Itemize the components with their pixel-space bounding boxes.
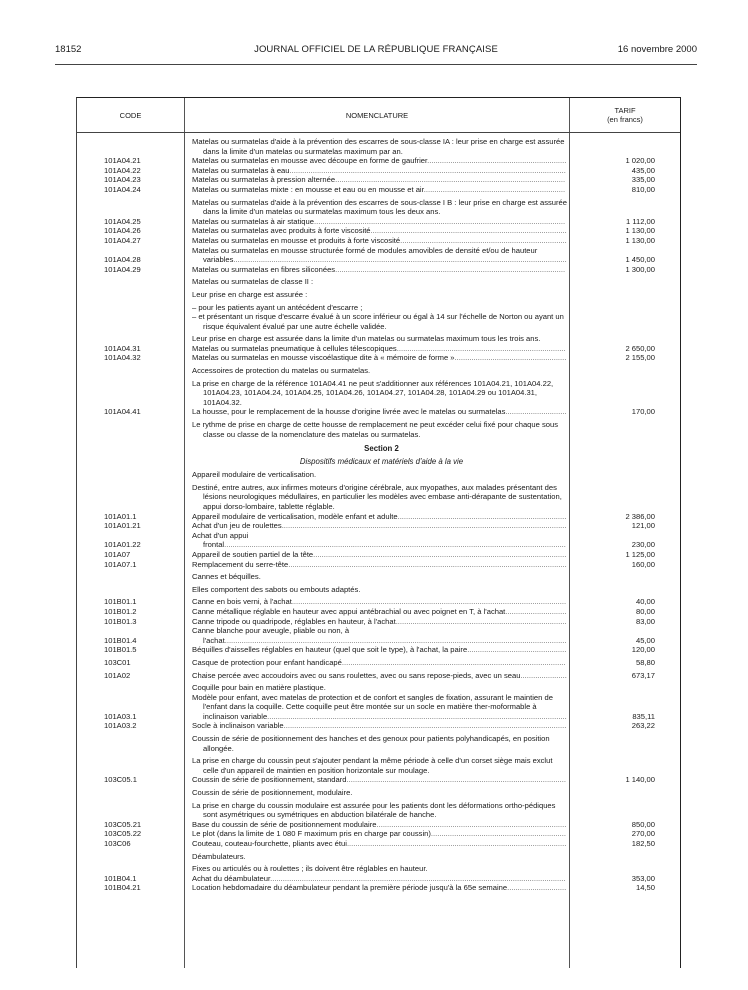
- nomenclature-text: Matelas ou surmatelas d'aide à la prévention des escarres de sous-classe I B : leur prise en charge est assurée dans la limite d'un matelas ou surmatelas maximum tous les deux ans.: [192, 197, 568, 217]
- leader-dots: ...............................................................................: [400, 235, 567, 245]
- price-cell: 80,00: [635, 606, 655, 616]
- code-cell: 101A04.27: [104, 235, 141, 245]
- nomenclature-text: Matelas ou surmatelas d'aide à la prévention des escarres de sous-classe IA : leur prise en charge est assurée dans la limite d'un matelas ou surmatelas maximum par an.: [192, 137, 565, 156]
- table-row: [77, 883, 680, 893]
- nomenclature-cell: [192, 420, 569, 439]
- table-row: [77, 175, 680, 185]
- section-title: Section 2: [364, 444, 399, 454]
- price-cell: 2 155,00: [625, 353, 655, 363]
- leader-dots: ..............................................................................................................................................................: [233, 255, 567, 265]
- note-row: [77, 756, 680, 775]
- nomenclature-text: – et présentant un risque d'escarre évalué à un score inférieur ou égal à 14 sur l'échelle de Norton ou ayant un risque équivalent évalué par une autre échelle validée.: [192, 312, 564, 331]
- note-row: [77, 734, 680, 753]
- nomenclature-text: Remplacement du serre-tête: [192, 559, 289, 569]
- nomenclature-cell: [192, 883, 569, 893]
- leader-dots: ............................................................................................................................................: [270, 873, 566, 883]
- table-row: [77, 512, 680, 522]
- nomenclature-text: Matelas ou surmatelas en fibres siliconées: [192, 264, 336, 274]
- table-row: [77, 185, 680, 195]
- note-row: [77, 483, 680, 512]
- nomenclature-text: Modèle pour enfant, avec matelas de protection et de confort et sangles de fixation, assurant le maintien de l'enfant dans la coquille. Cette coquille peut être montée sur un socle en matière ther-moformable à inclinaison variable: [192, 692, 553, 721]
- nomenclature-cell: [192, 366, 569, 376]
- note-row: [77, 683, 680, 693]
- leader-dots: ..........................................................................................: [376, 819, 567, 829]
- code-cell: 101A01.1: [104, 511, 137, 521]
- table-row: [77, 839, 680, 849]
- nomenclature-cell: [192, 344, 569, 354]
- table-row: [77, 617, 680, 627]
- nomenclature-text: Appareil de soutien partiel de la tête: [192, 549, 314, 559]
- nomenclature-cell: [192, 217, 569, 227]
- table-row: [77, 226, 680, 236]
- price-cell: 835,11: [632, 711, 655, 721]
- nomenclature-cell: [192, 226, 569, 236]
- leader-dots: ..................................................................................................................................................................: [224, 540, 566, 550]
- price-cell: 182,50: [631, 839, 655, 848]
- table-row: [77, 156, 680, 166]
- nomenclature-text: Leur prise en charge est assurée :: [192, 289, 308, 299]
- code-cell: 101A03.2: [104, 721, 137, 731]
- price-cell: 1 130,00: [625, 226, 655, 236]
- nomenclature-cell: [192, 185, 569, 195]
- nomenclature-text: Casque de protection pour enfant handicapé: [192, 657, 342, 667]
- nomenclature-text: Matelas ou surmatelas de classe II :: [192, 277, 314, 287]
- nomenclature-cell: [192, 693, 569, 722]
- nomenclature-text: Achat d'un jeu de roulettes: [192, 521, 282, 531]
- nomenclature-cell: [192, 683, 569, 693]
- nomenclature-text: Matelas ou surmatelas à air statique: [192, 216, 314, 226]
- table-row: [77, 344, 680, 354]
- code-cell: 101B01.2: [104, 606, 137, 616]
- nomenclature-cell: [192, 521, 569, 531]
- table-row: [77, 217, 680, 227]
- column-header-nomenclature: NOMENCLATURE: [345, 110, 409, 120]
- leader-dots: ..................................................................................................................................................................: [224, 635, 567, 645]
- code-cell: 103C01: [104, 657, 131, 667]
- code-cell: 101B01.5: [104, 645, 137, 655]
- price-cell: 270,00: [631, 829, 655, 839]
- nomenclature-cell: [192, 645, 569, 655]
- column-header-tarif: [570, 98, 680, 132]
- table-row: [77, 645, 680, 655]
- tarif-label: TARIF: [614, 106, 636, 115]
- nomenclature-text: Matelas ou surmatelas pneumatique à cellules télescopiques: [192, 343, 397, 353]
- code-cell: 101A02: [104, 670, 131, 680]
- column-header-code: CODE: [119, 110, 142, 120]
- note-row: [77, 864, 680, 874]
- code-cell: 101A07: [104, 549, 131, 559]
- price-cell: 2 650,00: [625, 343, 655, 353]
- nomenclature-cell: [192, 626, 569, 645]
- leader-dots: ....................................................................................................................................: [288, 559, 567, 569]
- leader-dots: .............................................................................................................: [335, 175, 566, 185]
- leader-dots: ..............................................................................................................................................: [267, 711, 567, 721]
- nomenclature-text: Coussin de série de positionnement, modulaire.: [192, 788, 353, 798]
- leader-dots: ........................................................................................................................: [313, 549, 567, 559]
- price-cell: 1 130,00: [625, 235, 655, 245]
- table-row: [77, 166, 680, 176]
- code-cell: 101A04.23: [104, 175, 141, 185]
- tariff-table: [76, 97, 681, 968]
- leader-dots: ........................................................................................................: [346, 775, 566, 785]
- nomenclature-cell: [192, 658, 569, 668]
- note-row: [77, 312, 680, 331]
- note-row: [77, 290, 680, 300]
- nomenclature-cell: [192, 246, 569, 265]
- nomenclature-text: Location hebdomadaire du déambulateur pendant la première période jusqu'à la 65e semaine: [192, 883, 508, 893]
- nomenclature-text: Coquille pour bain en matière plastique.: [192, 683, 326, 693]
- leader-dots: ................................................................................: [397, 511, 567, 521]
- nomenclature-text: Matelas ou surmatelas en mousse viscoélastique dite à « mémoire de forme »: [192, 353, 455, 363]
- nomenclature-cell: [192, 756, 569, 775]
- nomenclature-text: Accessoires de protection du matelas ou surmatelas.: [192, 366, 371, 376]
- nomenclature-cell: [192, 801, 569, 820]
- nomenclature-cell: [192, 303, 569, 313]
- nomenclature-text: Cannes et béquilles.: [192, 572, 261, 582]
- nomenclature-cell: [192, 531, 569, 550]
- leader-dots: ..................................................................................................................................: [291, 597, 567, 607]
- leader-dots: .......................................................................................................................: [313, 216, 566, 226]
- nomenclature-cell: [192, 265, 569, 275]
- nomenclature-text: Matelas ou surmatelas en mousse avec découpe en forme de gaufrier: [192, 156, 428, 166]
- code-cell: 101A01.22: [104, 540, 141, 550]
- nomenclature-cell: [192, 874, 569, 884]
- nomenclature-text: Matelas ou surmatelas à pression alternée: [192, 175, 336, 185]
- table-row: [77, 626, 680, 645]
- nomenclature-cell: [192, 671, 569, 681]
- code-cell: 101A04.28: [104, 255, 141, 265]
- leader-dots: ............................: [507, 883, 567, 893]
- leader-dots: ......................................................................................................................................: [283, 721, 567, 731]
- table-row: [77, 560, 680, 570]
- code-cell: 103C06: [104, 839, 131, 848]
- nomenclature-cell: [192, 277, 569, 287]
- nomenclature-text: Coussin de série de positionnement des hanches et des genoux pour patients polyhandicapés, en position allongée.: [192, 734, 550, 753]
- leader-dots: .............................: [505, 407, 567, 417]
- table-row: [77, 829, 680, 839]
- table-header: [77, 98, 680, 133]
- nomenclature-text: Béquilles d'aisselles réglables en hauteur (quel que soit le type), à l'achat, la paire: [192, 645, 468, 655]
- nomenclature-text: La prise en charge du coussin modulaire est assurée pour les patients dont les déformations ortho-pédiques sont asymétriques ou symétriques en abduction bilatérale de hanche.: [192, 800, 556, 820]
- table-row: [77, 671, 680, 681]
- code-cell: 101A04.25: [104, 216, 141, 226]
- nomenclature-text: – pour les patients ayant un antécédent d'escarre ;: [192, 302, 363, 312]
- nomenclature-cell: [192, 290, 569, 300]
- nomenclature-cell: [192, 236, 569, 246]
- table-row: [77, 597, 680, 607]
- leader-dots: ..................................................................: [427, 156, 567, 166]
- leader-dots: ..........................................................................................................: [341, 657, 566, 667]
- nomenclature-cell: [192, 137, 569, 156]
- price-cell: 850,00: [631, 819, 655, 829]
- nomenclature-text: Matelas ou surmatelas en mousse et produits à forte viscosité: [192, 235, 401, 245]
- code-cell: 101A04.29: [104, 264, 141, 274]
- nomenclature-text: Base du coussin de série de positionnement modulaire: [192, 819, 377, 829]
- leader-dots: .....................................................: [454, 353, 567, 363]
- code-cell: 101A04.24: [104, 184, 141, 194]
- nomenclature-cell: [192, 550, 569, 560]
- code-cell: 101A04.21: [104, 156, 141, 166]
- leader-dots: ...................................................................................................................................: [289, 165, 566, 175]
- price-cell: 83,00: [635, 616, 655, 626]
- leader-dots: ........................................................................................................: [346, 839, 567, 848]
- price-cell: 263,22: [631, 721, 655, 731]
- price-cell: 1 020,00: [625, 156, 655, 166]
- note-row: [77, 137, 680, 156]
- note-row: [77, 585, 680, 595]
- table-body: [77, 134, 680, 968]
- note-row: [77, 788, 680, 798]
- nomenclature-cell: [192, 166, 569, 176]
- nomenclature-text: Matelas ou surmatelas avec produits à forte viscosité: [192, 226, 371, 236]
- table-row: [77, 721, 680, 731]
- note-row: [77, 852, 680, 862]
- price-cell: 335,00: [631, 175, 655, 185]
- nomenclature-cell: [192, 734, 569, 753]
- leader-dots: ................................................................: [430, 829, 566, 839]
- nomenclature-text: Déambulateurs.: [192, 851, 246, 861]
- price-cell: 1 450,00: [625, 255, 655, 265]
- nomenclature-text: La prise en charge de la référence 101A04.41 ne peut s'additionner aux références 101A04.21, 101A04.22, 101A04.23, 101A04.24, 101A04.25, 101A04.26, 101A04.27, 101A04.28, 101A04.29 ou 101A04.31, 101A04.32.: [192, 378, 554, 407]
- nomenclature-text: Fixes ou articulés ou à roulettes ; ils doivent être réglables en hauteur.: [192, 864, 428, 874]
- nomenclature-cell: [192, 334, 569, 344]
- price-cell: 160,00: [631, 559, 655, 569]
- code-cell: 101B01.4: [104, 635, 137, 645]
- page-number: 18152: [55, 44, 82, 55]
- nomenclature-text: Le plot (dans la limite de 1 080 F maximum pris en charge par coussin): [192, 829, 431, 839]
- nomenclature-cell: [192, 775, 569, 785]
- nomenclature-text: Canne métallique réglable en hauteur avec appui antébrachial ou avec poignet en T, à l'achat: [192, 606, 506, 616]
- nomenclature-cell: [192, 839, 569, 849]
- note-row: [77, 366, 680, 376]
- nomenclature-cell: [192, 820, 569, 830]
- code-cell: 101A03.1: [104, 711, 137, 721]
- nomenclature-text: Matelas ou surmatelas mixte : en mousse et eau ou en mousse et air: [192, 184, 424, 194]
- publication-date: 16 novembre 2000: [617, 44, 697, 55]
- nomenclature-text: Canne tripode ou quadripode, réglables en hauteur, à l'achat: [192, 616, 396, 626]
- nomenclature-text: Canne blanche pour aveugle, pliable ou non, à l'achat: [192, 626, 350, 645]
- leader-dots: ......................: [520, 670, 567, 680]
- nomenclature-cell: [192, 156, 569, 166]
- table-row: [77, 246, 680, 265]
- price-cell: 14,50: [635, 883, 655, 893]
- price-cell: 1 112,00: [626, 216, 655, 226]
- price-cell: 1 140,00: [625, 775, 655, 785]
- table-row: [77, 407, 680, 417]
- table-row: [77, 521, 680, 531]
- page-header: [55, 44, 697, 60]
- table-row: [77, 607, 680, 617]
- code-cell: 101A04.22: [104, 165, 141, 175]
- nomenclature-cell: [192, 864, 569, 874]
- price-cell: 170,00: [631, 407, 655, 417]
- table-row: [77, 353, 680, 363]
- nomenclature-text: Couteau, couteau-fourchette, pliants avec étui: [192, 839, 347, 848]
- note-row: [77, 277, 680, 287]
- price-cell: 58,80: [635, 657, 655, 667]
- code-cell: 103C05.22: [104, 829, 142, 839]
- note-row: [77, 572, 680, 582]
- nomenclature-text: Matelas ou surmatelas à eau: [192, 165, 290, 175]
- note-row: [77, 198, 680, 217]
- code-cell: 101A04.41: [104, 407, 141, 417]
- nomenclature-text: Appareil modulaire de verticalisation, modèle enfant et adulte: [192, 511, 398, 521]
- nomenclature-text: La prise en charge du coussin peut s'ajouter pendant la même période à celle d'un corset siège mais exclut celle d'un appareil de maintien en position horizontale sur moulage.: [192, 756, 553, 775]
- nomenclature-text: Achat du déambulateur: [192, 873, 271, 883]
- nomenclature-cell: [192, 852, 569, 862]
- price-cell: 121,00: [631, 521, 655, 531]
- price-cell: 810,00: [631, 184, 655, 194]
- nomenclature-cell: [192, 572, 569, 582]
- code-cell: 101A04.31: [104, 343, 141, 353]
- note-row: [77, 379, 680, 408]
- price-cell: 673,17: [631, 670, 655, 680]
- table-row: [77, 775, 680, 785]
- nomenclature-cell: [192, 829, 569, 839]
- nomenclature-text: Canne en bois verni, à l'achat: [192, 597, 292, 607]
- nomenclature-cell: [192, 470, 569, 480]
- table-row: [77, 658, 680, 668]
- nomenclature-text: Chaise percée avec accoudoirs avec ou sans roulettes, avec ou sans repose-pieds, avec un seau: [192, 670, 521, 680]
- nomenclature-text: Coussin de série de positionnement, standard: [192, 775, 347, 785]
- nomenclature-cell: [192, 407, 569, 417]
- price-cell: 435,00: [631, 165, 655, 175]
- price-cell: 1 125,00: [625, 549, 655, 559]
- table-row: [77, 236, 680, 246]
- table-row: [77, 693, 680, 722]
- header-rule: [55, 64, 697, 65]
- leader-dots: .............................: [505, 606, 567, 616]
- price-cell: 353,00: [631, 873, 655, 883]
- table-row: [77, 265, 680, 275]
- nomenclature-cell: [192, 617, 569, 627]
- table-row: [77, 531, 680, 550]
- nomenclature-text: La housse, pour le remplacement de la housse d'origine livrée avec le matelas ou surmatelas: [192, 407, 506, 417]
- nomenclature-cell: [192, 585, 569, 595]
- nomenclature-cell: [192, 788, 569, 798]
- section-subtitle: Dispositifs médicaux et matériels d'aide à la vie: [299, 457, 464, 467]
- code-cell: 101A01.21: [104, 521, 141, 531]
- journal-title: JOURNAL OFFICIEL DE LA RÉPUBLIQUE FRANÇAISE: [254, 44, 498, 55]
- price-cell: 120,00: [631, 645, 655, 655]
- leader-dots: .......................................................................................................................................: [281, 521, 567, 531]
- leader-dots: .............................................................................................................: [335, 264, 566, 274]
- nomenclature-text: Elles comportent des sabots ou embouts adaptés.: [192, 584, 361, 594]
- tarif-unit: (en francs): [607, 115, 643, 124]
- nomenclature-cell: [192, 560, 569, 570]
- nomenclature-text: Leur prise en charge est assurée dans la limite d'un matelas ou surmatelas maximum tous les trois ans.: [192, 334, 541, 344]
- code-cell: 101B04.1: [104, 873, 137, 883]
- nomenclature-cell: [192, 312, 569, 331]
- note-row: [77, 420, 680, 439]
- code-cell: 101A04.32: [104, 353, 141, 363]
- price-cell: 40,00: [635, 597, 655, 607]
- nomenclature-cell: [192, 483, 569, 512]
- note-row: [77, 801, 680, 820]
- price-cell: 230,00: [631, 540, 655, 550]
- nomenclature-text: Le rythme de prise en charge de cette housse de remplacement ne peut excéder celui fixé pour chaque sous classe ou classe de la nomenclature des matelas ou surmatelas.: [192, 420, 558, 439]
- code-cell: 101B01.3: [104, 616, 137, 626]
- code-cell: 101A04.26: [104, 226, 141, 236]
- code-cell: 103C05.21: [104, 819, 142, 829]
- nomenclature-text: Achat d'un appui frontal: [192, 530, 249, 550]
- nomenclature-cell: [192, 597, 569, 607]
- note-row: [77, 303, 680, 313]
- nomenclature-cell: [192, 353, 569, 363]
- table-row: [77, 550, 680, 560]
- leader-dots: .............................................................................................: [370, 226, 567, 236]
- leader-dots: .................................................................................: [395, 616, 567, 626]
- nomenclature-cell: [192, 175, 569, 185]
- nomenclature-text: Destiné, entre autres, aux infirmes moteurs d'origine cérébrale, aux myopathes, aux malades présentant des lésions neurologiques médullaires, en particulier les modèles avec embase anti-dérapante de sustentation, appui dorso-lombaire, tablette réglable.: [192, 482, 562, 511]
- code-cell: 101B01.1: [104, 597, 137, 607]
- price-cell: 2 386,00: [625, 511, 655, 521]
- nomenclature-cell: [192, 607, 569, 617]
- nomenclature-cell: [192, 198, 569, 217]
- nomenclature-cell: [192, 721, 569, 731]
- price-cell: 45,00: [635, 635, 655, 645]
- leader-dots: ...................................................................: [423, 184, 566, 194]
- nomenclature-text: Socle à inclinaison variable: [192, 721, 284, 731]
- nomenclature-text: Appareil modulaire de verticalisation.: [192, 470, 317, 480]
- nomenclature-text: Matelas ou surmatelas en mousse structurée formé de modules amovibles de densité et/ou de hauteur variables: [192, 245, 538, 265]
- nomenclature-cell: [192, 379, 569, 408]
- leader-dots: ...............................................: [467, 645, 567, 655]
- table-row: [77, 820, 680, 830]
- code-cell: 101A07.1: [104, 559, 137, 569]
- code-cell: 103C05.1: [104, 775, 137, 785]
- code-cell: 101B04.21: [104, 883, 141, 893]
- note-row: [77, 334, 680, 344]
- note-row: [77, 470, 680, 480]
- nomenclature-cell: [192, 512, 569, 522]
- leader-dots: ................................................................................: [396, 343, 566, 353]
- table-row: [77, 874, 680, 884]
- price-cell: 1 300,00: [625, 264, 655, 274]
